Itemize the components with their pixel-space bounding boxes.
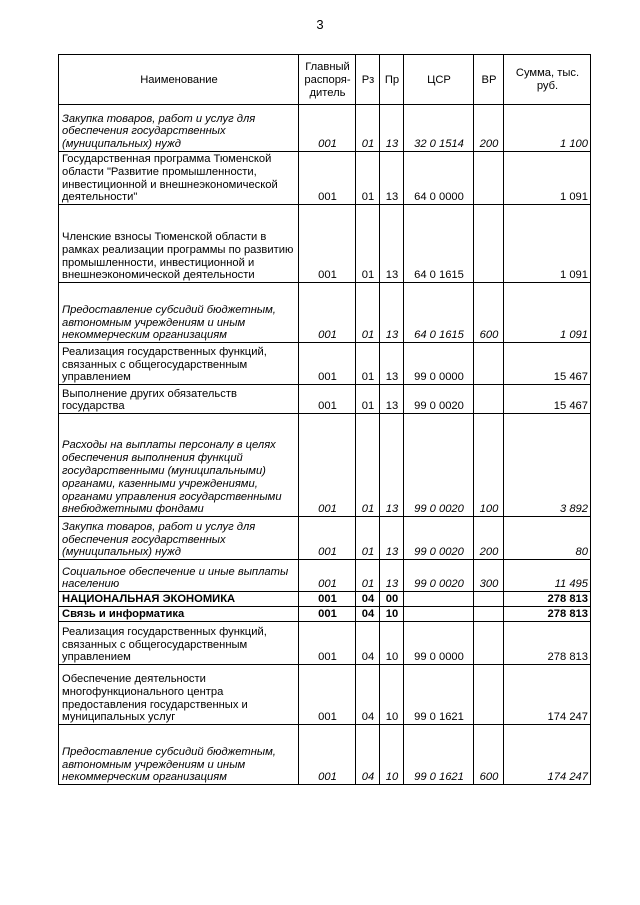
cell-vr: 100 <box>474 414 504 517</box>
table-row <box>59 517 591 560</box>
cell-vr <box>474 622 504 665</box>
cell-admin: 001 <box>299 665 356 725</box>
cell-rz: 04 <box>356 622 380 665</box>
cell-rz: 01 <box>356 152 380 205</box>
table-row <box>59 414 591 517</box>
cell-csr: 64 0 0000 <box>404 152 474 205</box>
cell-vr <box>474 385 504 414</box>
header-rz: Рз <box>356 55 380 105</box>
cell-sum: 80 <box>504 517 591 560</box>
table-row <box>59 725 591 785</box>
cell-pr: 13 <box>380 560 404 592</box>
cell-rz: 01 <box>356 283 380 343</box>
cell-rz: 01 <box>356 105 380 152</box>
table-row <box>59 283 591 343</box>
cell-admin: 001 <box>299 205 356 283</box>
cell-pr: 13 <box>380 205 404 283</box>
header-csr: ЦСР <box>404 55 474 105</box>
cell-sum: 174 247 <box>504 665 591 725</box>
cell-name: Связь и информатика <box>59 607 299 622</box>
cell-vr: 600 <box>474 725 504 785</box>
cell-rz: 01 <box>356 205 380 283</box>
cell-sum: 1 100 <box>504 105 591 152</box>
cell-name: Выполнение других обязательств государства <box>59 385 299 414</box>
cell-name: Предоставление субсидий бюджетным, автономным учреждениям и иным некоммерческим организациям <box>59 283 299 343</box>
cell-admin: 001 <box>299 105 356 152</box>
table-row <box>59 560 591 592</box>
cell-sum: 1 091 <box>504 152 591 205</box>
cell-sum: 11 495 <box>504 560 591 592</box>
cell-rz: 01 <box>356 517 380 560</box>
cell-vr: 200 <box>474 105 504 152</box>
table-row <box>59 592 591 607</box>
cell-admin: 001 <box>299 560 356 592</box>
header-vr: ВР <box>474 55 504 105</box>
cell-name: Социальное обеспечение и иные выплаты населению <box>59 560 299 592</box>
cell-sum: 278 813 <box>504 592 591 607</box>
cell-admin: 001 <box>299 414 356 517</box>
cell-admin: 001 <box>299 517 356 560</box>
table-row <box>59 152 591 205</box>
cell-rz: 01 <box>356 414 380 517</box>
cell-pr: 13 <box>380 152 404 205</box>
cell-pr: 00 <box>380 592 404 607</box>
cell-pr: 13 <box>380 385 404 414</box>
cell-admin: 001 <box>299 622 356 665</box>
cell-csr <box>404 607 474 622</box>
cell-vr: 600 <box>474 283 504 343</box>
cell-rz: 04 <box>356 592 380 607</box>
table-row <box>59 385 591 414</box>
cell-csr: 99 0 0020 <box>404 414 474 517</box>
cell-sum: 15 467 <box>504 385 591 414</box>
cell-rz: 01 <box>356 560 380 592</box>
cell-csr: 64 0 1615 <box>404 205 474 283</box>
cell-name: Расходы на выплаты персоналу в целях обеспечения выполнения функций государственными (муниципальными) органами, казенными учреждениями, органами управления государственными внебюджетными фондами <box>59 414 299 517</box>
cell-rz: 04 <box>356 665 380 725</box>
cell-name: Реализация государственных функций, связанных с общегосударственным управлением <box>59 343 299 385</box>
cell-pr: 10 <box>380 665 404 725</box>
table-row <box>59 622 591 665</box>
cell-rz: 01 <box>356 385 380 414</box>
cell-sum: 15 467 <box>504 343 591 385</box>
cell-rz: 04 <box>356 725 380 785</box>
cell-rz: 01 <box>356 343 380 385</box>
cell-pr: 13 <box>380 343 404 385</box>
cell-vr <box>474 343 504 385</box>
cell-name: Реализация государственных функций, связанных с общегосударственным управлением <box>59 622 299 665</box>
cell-vr <box>474 592 504 607</box>
cell-pr: 13 <box>380 517 404 560</box>
cell-rz: 04 <box>356 607 380 622</box>
cell-sum: 1 091 <box>504 205 591 283</box>
cell-name: Закупка товаров, работ и услуг для обеспечения государственных (муниципальных) нужд <box>59 517 299 560</box>
cell-csr: 99 0 0020 <box>404 517 474 560</box>
cell-sum: 278 813 <box>504 622 591 665</box>
cell-pr: 10 <box>380 725 404 785</box>
cell-sum: 174 247 <box>504 725 591 785</box>
cell-csr: 99 0 0000 <box>404 622 474 665</box>
cell-admin: 001 <box>299 725 356 785</box>
table-row <box>59 343 591 385</box>
header-sum: Сумма, тыс. руб. <box>504 55 591 105</box>
cell-name: Членские взносы Тюменской области в рамках реализации программы по развитию промышленности, инвестиционной и внешнеэкономической деятельности <box>59 205 299 283</box>
cell-name: Предоставление субсидий бюджетным, автономным учреждениям и иным некоммерческим организациям <box>59 725 299 785</box>
cell-admin: 001 <box>299 152 356 205</box>
page-number: 3 <box>316 17 324 32</box>
cell-csr <box>404 592 474 607</box>
table-header-row <box>59 55 591 105</box>
cell-csr: 99 0 1621 <box>404 725 474 785</box>
cell-admin: 001 <box>299 385 356 414</box>
cell-csr: 99 0 0020 <box>404 385 474 414</box>
cell-sum: 1 091 <box>504 283 591 343</box>
cell-pr: 13 <box>380 105 404 152</box>
cell-vr <box>474 607 504 622</box>
cell-sum: 3 892 <box>504 414 591 517</box>
cell-csr: 99 0 0020 <box>404 560 474 592</box>
table-body <box>59 105 591 785</box>
table-row <box>59 665 591 725</box>
cell-admin: 001 <box>299 607 356 622</box>
cell-csr: 99 0 1621 <box>404 665 474 725</box>
cell-vr <box>474 665 504 725</box>
cell-sum: 278 813 <box>504 607 591 622</box>
table-row <box>59 105 591 152</box>
header-pr: Пр <box>380 55 404 105</box>
budget-table <box>58 54 591 785</box>
cell-pr: 10 <box>380 607 404 622</box>
cell-vr <box>474 205 504 283</box>
cell-admin: 001 <box>299 592 356 607</box>
cell-name: Обеспечение деятельности многофункционального центра предоставления государственных и муниципальных услуг <box>59 665 299 725</box>
cell-pr: 13 <box>380 414 404 517</box>
cell-vr: 200 <box>474 517 504 560</box>
cell-pr: 10 <box>380 622 404 665</box>
cell-csr: 64 0 1615 <box>404 283 474 343</box>
cell-vr: 300 <box>474 560 504 592</box>
cell-admin: 001 <box>299 343 356 385</box>
cell-name: НАЦИОНАЛЬНАЯ ЭКОНОМИКА <box>59 592 299 607</box>
cell-name: Государственная программа Тюменской области "Развитие промышленности, инвестиционной и внешнеэкономической деятельности" <box>59 152 299 205</box>
cell-name: Закупка товаров, работ и услуг для обеспечения государственных (муниципальных) нужд <box>59 105 299 152</box>
table-row <box>59 205 591 283</box>
cell-admin: 001 <box>299 283 356 343</box>
cell-vr <box>474 152 504 205</box>
header-name: Наименование <box>59 55 299 105</box>
header-admin: Главный распоря-дитель <box>299 55 356 105</box>
table-row <box>59 607 591 622</box>
cell-csr: 32 0 1514 <box>404 105 474 152</box>
cell-pr: 13 <box>380 283 404 343</box>
cell-csr: 99 0 0000 <box>404 343 474 385</box>
